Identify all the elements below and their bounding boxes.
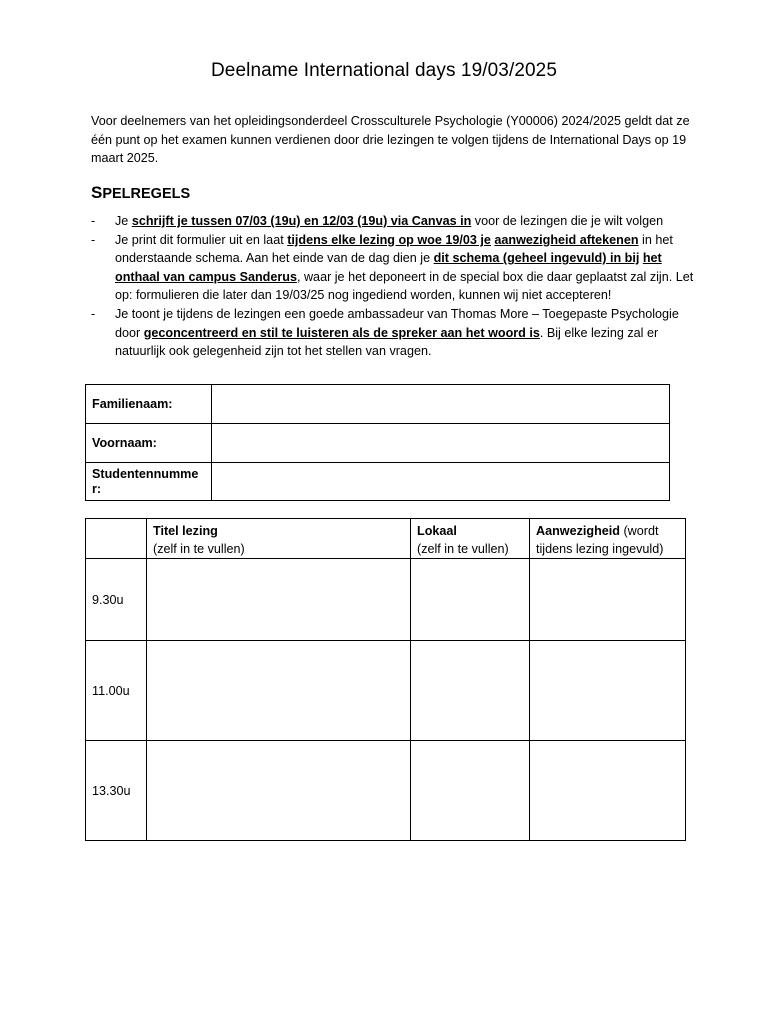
- room-cell[interactable]: [411, 641, 530, 741]
- rule-item: [91, 212, 701, 231]
- rule-text: Je: [115, 214, 132, 228]
- title-header: Titel lezing: [153, 524, 218, 538]
- intro-paragraph: Voor deelnemers van het opleidingsonderdeel Crossculturele Psychologie (Y00006) 2024/2025 geldt dat ze één punt op het examen kunnen verdienen door drie lezingen te volgen tijdens de International Days op 19 maart 2025.: [91, 114, 690, 165]
- rule-emphasis: het onthaal van campus Sanderus: [115, 251, 662, 284]
- time-slot-label: 9.30u: [86, 559, 147, 641]
- rule-emphasis: schrijft je tussen 07/03 (19u) en 12/03 (19u) via Canvas in: [131, 214, 472, 228]
- first-name-field[interactable]: [212, 424, 670, 463]
- presence-header-cell: [530, 519, 686, 559]
- bullet-dash: -: [91, 232, 96, 247]
- schedule-header-row: [86, 519, 686, 559]
- title-header-cell: [147, 519, 411, 559]
- presence-header: Aanwezigheid: [536, 524, 620, 538]
- family-name-field[interactable]: [212, 385, 670, 424]
- family-name-label: Familienaam:: [86, 385, 212, 424]
- schedule-table: [85, 518, 686, 841]
- room-header: Lokaal: [417, 524, 457, 538]
- presence-header-sub: (wordt tijdens lezing ingevuld): [536, 524, 664, 556]
- student-row-number: [86, 463, 670, 501]
- time-slot-label: 11.00u: [86, 641, 147, 741]
- rule-item: [91, 231, 701, 305]
- student-number-field[interactable]: [212, 463, 670, 501]
- rule-item: [91, 305, 701, 361]
- time-header-cell: [86, 519, 147, 559]
- rules-heading-initial: S: [91, 183, 103, 202]
- lecture-title-cell[interactable]: [147, 641, 411, 741]
- room-header-sub: (zelf in te vullen): [417, 542, 509, 556]
- schedule-row: [86, 641, 686, 741]
- rule-emphasis: dit schema (geheel ingevuld) in bij: [433, 251, 640, 266]
- rule-text: Je print dit formulier uit en laat: [115, 232, 288, 247]
- rules-heading-rest: PELREGELS: [102, 186, 191, 202]
- first-name-label: Voornaam:: [86, 424, 212, 463]
- student-number-label: Studentennummer:: [86, 463, 212, 501]
- student-info-table: [85, 384, 670, 501]
- rule-text: Je toont je tijdens de lezingen een goede ambassadeur van Thomas More – Toegepaste Psychologie door: [115, 306, 679, 340]
- rule-emphasis: geconcentreerd en stil te luisteren als de spreker aan het woord is: [143, 325, 540, 340]
- title-header-sub: (zelf in te vullen): [153, 542, 245, 556]
- rules-heading: [91, 183, 190, 203]
- lecture-title-cell[interactable]: [147, 741, 411, 841]
- student-row-family: [86, 385, 670, 424]
- rule-text: in het onderstaande schema. Aan het einde van de dag dien je: [115, 232, 673, 266]
- rule-emphasis: tijdens elke lezing op woe 19/03 je: [287, 232, 491, 247]
- schedule-row: [86, 559, 686, 641]
- rules-list: [91, 212, 701, 361]
- rule-text: voor de lezingen die je wilt volgen: [471, 214, 664, 228]
- room-cell[interactable]: [411, 559, 530, 641]
- lecture-title-cell[interactable]: [147, 559, 411, 641]
- room-header-cell: [411, 519, 530, 559]
- presence-cell[interactable]: [530, 559, 686, 641]
- schedule-row: [86, 741, 686, 841]
- room-cell[interactable]: [411, 741, 530, 841]
- bullet-dash: -: [91, 214, 96, 228]
- student-row-first: [86, 424, 670, 463]
- bullet-dash: -: [91, 306, 96, 321]
- rule-text: , waar je het deponeert in de special box die daar geplaatst zal zijn. Let op: formulieren die later dan 19/03/25 nog ingediend worden, kunnen wij niet accepteren!: [115, 269, 694, 303]
- presence-cell[interactable]: [530, 641, 686, 741]
- rule-emphasis: aanwezigheid aftekenen: [494, 232, 639, 247]
- rule-text: . Bij elke lezing zal er natuurlijk ook gelegenheid zijn tot het stellen van vragen.: [115, 325, 659, 359]
- presence-cell[interactable]: [530, 741, 686, 841]
- page-title: Deelname International days 19/03/2025: [210, 60, 558, 81]
- time-slot-label: 13.30u: [86, 741, 147, 841]
